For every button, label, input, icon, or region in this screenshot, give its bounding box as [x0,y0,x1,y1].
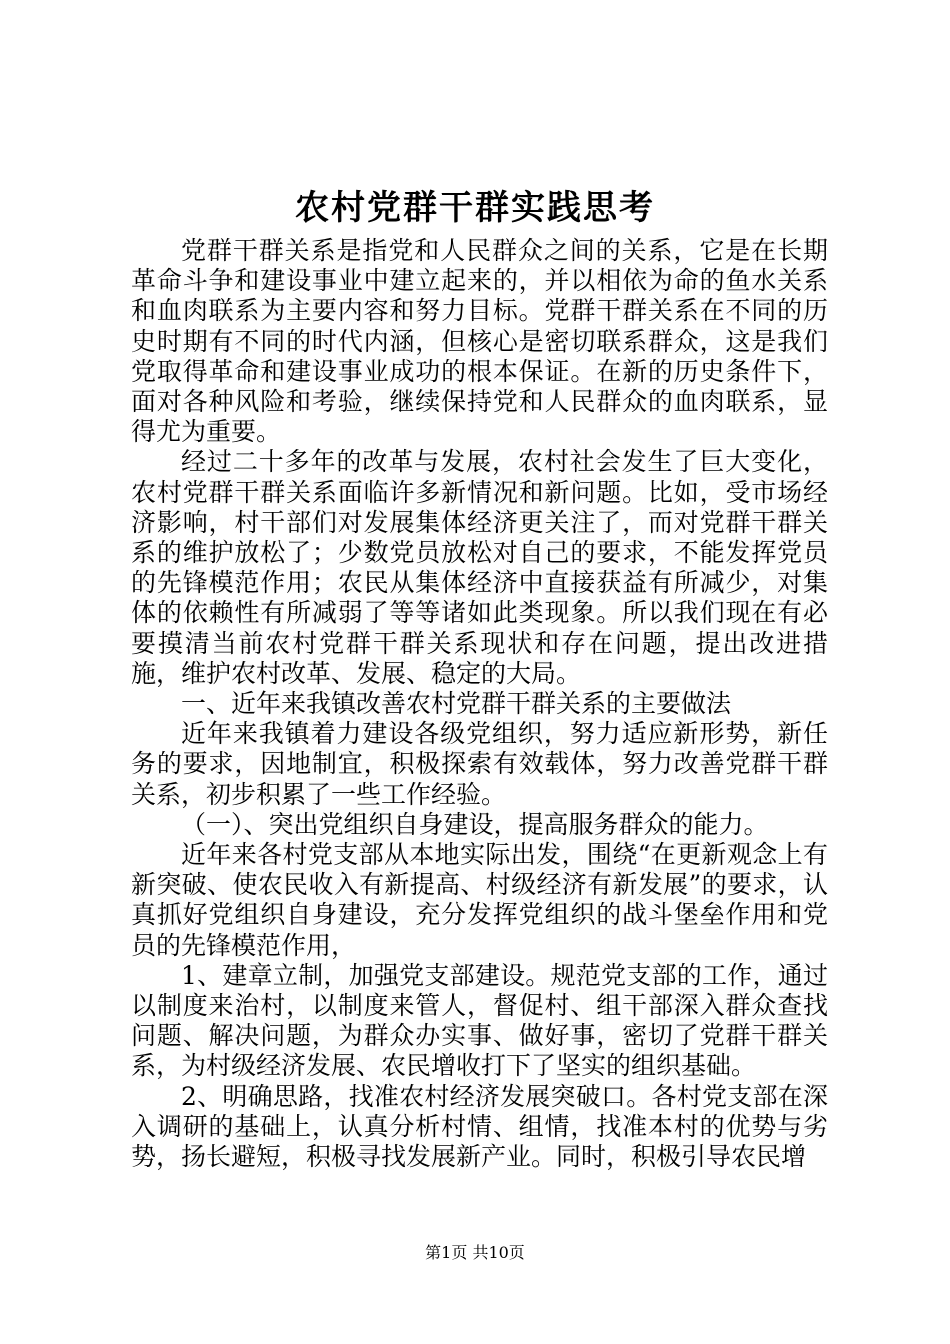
paragraph: 经过二十多年的改革与发展，农村社会发生了巨大变化，农村党群干群关系面临许多新情况和新问题。比如，受市场经济影响，村干部们对发展集体经济更关注了，而对党群干群关系的维护放松了；少数党员放松对自己的要求，不能发挥党员的先锋模范作用；农民从集体经济中直接获益有所减少，对集体的依赖性有所减弱了等等诸如此类现象。所以我们现在有必要摸清当前农村党群干群关系现状和存在问题，提出改进措施，维护农村改革、发展、稳定的大局。 [131,447,828,688]
subsection-heading: （一）、突出党组织自身建设，提高服务群众的能力。 [181,809,769,839]
list-item: 1、建章立制，加强党支部建设。规范党支部的工作，通过以制度来治村，以制度来管人，督促村、组干部深入群众查找问题、解决问题，为群众办实事、做好事，密切了党群干群关系，为村级经济发展、农民增收打下了坚实的组织基础。 [131,960,828,1081]
page-number-footer: 第1页 共10页 [425,1243,525,1262]
paragraph: 近年来各村党支部从本地实际出发，围绕“在更新观念上有新突破、使农民收入有新提高、村级经济有新发展”的要求，认真抓好党组织自身建设，充分发挥党组织的战斗堡垒作用和党员的先锋模范作用， [131,840,828,960]
document-body [131,236,828,1172]
section-heading: 一、近年来我镇改善农村党群干群关系的主要做法 [181,689,732,719]
paragraph: 党群干群关系是指党和人民群众之间的关系，它是在长期革命斗争和建设事业中建立起来的，并以相依为命的鱼水关系和血肉联系为主要内容和努力目标。党群干群关系在不同的历史时期有不同的时代内涵，但核心是密切联系群众，这是我们党取得革命和建设事业成功的根本保证。在新的历史条件下，面对各种风险和考验，继续保持党和人民群众的血肉联系，显得尤为重要。 [131,236,828,447]
document-title: 农村党群干群实践思考 [295,188,655,228]
list-item: 2、明确思路，找准农村经济发展突破口。各村党支部在深入调研的基础上，认真分析村情、组情，找准本村的优势与劣势，扬长避短，积极寻找发展新产业。同时，积极引导农民增 [131,1081,828,1172]
paragraph: 近年来我镇着力建设各级党组织，努力适应新形势，新任务的要求，因地制宜，积极探索有效载体，努力改善党群干群关系，初步积累了一些工作经验。 [131,719,828,809]
